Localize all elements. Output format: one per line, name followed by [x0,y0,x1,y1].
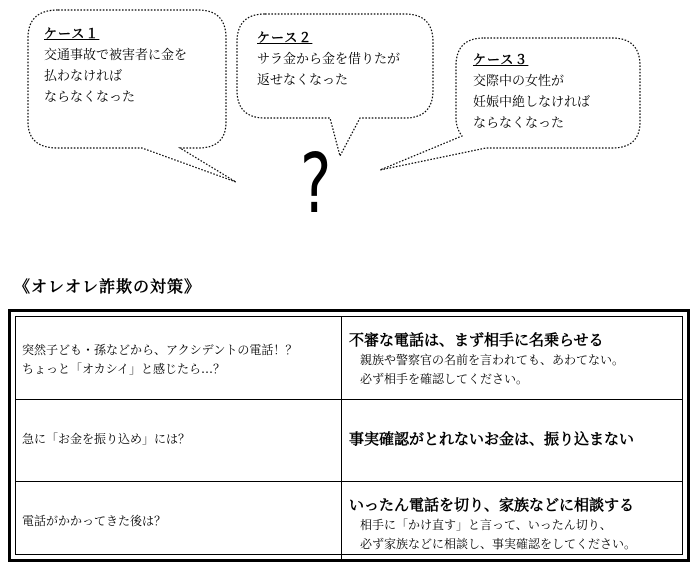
table-row [16,482,682,560]
answer-heading: 事実確認がとれないお金は、振り込まない [349,430,635,448]
question-line: 突然子ども・孫などから、アクシデントの電話！？ [22,343,298,357]
bubble-3-title: ケース３ [473,53,529,68]
question-text [22,341,297,379]
question-cell [16,482,342,560]
bubble-2 [257,28,400,91]
answer-cell [342,317,682,399]
table-row [16,317,682,400]
table-grid [15,316,683,555]
answer-cell [342,400,682,481]
bubble-3-line-1: 交際中の女性が [473,74,565,89]
bubble-1-line-3: ならなくなった [44,90,136,105]
answer-detail-line: 親族や警察官の名前を言われても、あわてない。 [360,353,625,367]
bubble-2-line-1: サラ金から金を借りたが [257,52,401,67]
section-title: 《オレオレ詐欺の対策》 [14,277,202,296]
bubble-1-line-1: 交通事故で被害者に金を [44,48,188,63]
bubble-2-title: ケース２ [257,31,313,46]
bubble-3 [473,50,590,134]
answer-heading: 不審な電話は、まず相手に名乗らせる [349,331,604,349]
question-cell [16,317,342,399]
answer-detail-line: 必ず相手を確認してください。 [360,372,529,386]
question-line: ちょっと「オカシイ」と感じたら…？ [22,362,226,376]
question-text [22,512,166,531]
question-cell [16,400,342,481]
answer-detail-line: 相手に「かけ直す」と言って、いったん切り、 [360,518,612,532]
bubble-1 [44,24,187,108]
answer-detail [360,516,636,554]
bubble-3-line-3: ならなくなった [473,116,565,131]
question-mark: ? [300,137,332,232]
bubble-1-line-2: 払わなければ [44,69,123,84]
table-row [16,400,682,482]
question-line: 急に「お金を振り込め」には？ [22,432,191,446]
bubble-1-title: ケース１ [44,27,100,42]
bubble-2-line-2: 返せなくなった [257,73,349,88]
countermeasures-table [8,309,690,562]
answer-cell [342,482,682,560]
answer-heading: いったん電話を切り、家族などに相談する [349,496,635,514]
question-text [22,430,190,449]
answer-detail-line: 必ず家族などに相談し、事実確認をしてください。 [360,537,637,551]
answer-detail [360,351,624,389]
question-line: 電話がかかってきた後は？ [22,514,167,528]
bubble-3-line-2: 妊娠中絶しなければ [473,95,591,110]
